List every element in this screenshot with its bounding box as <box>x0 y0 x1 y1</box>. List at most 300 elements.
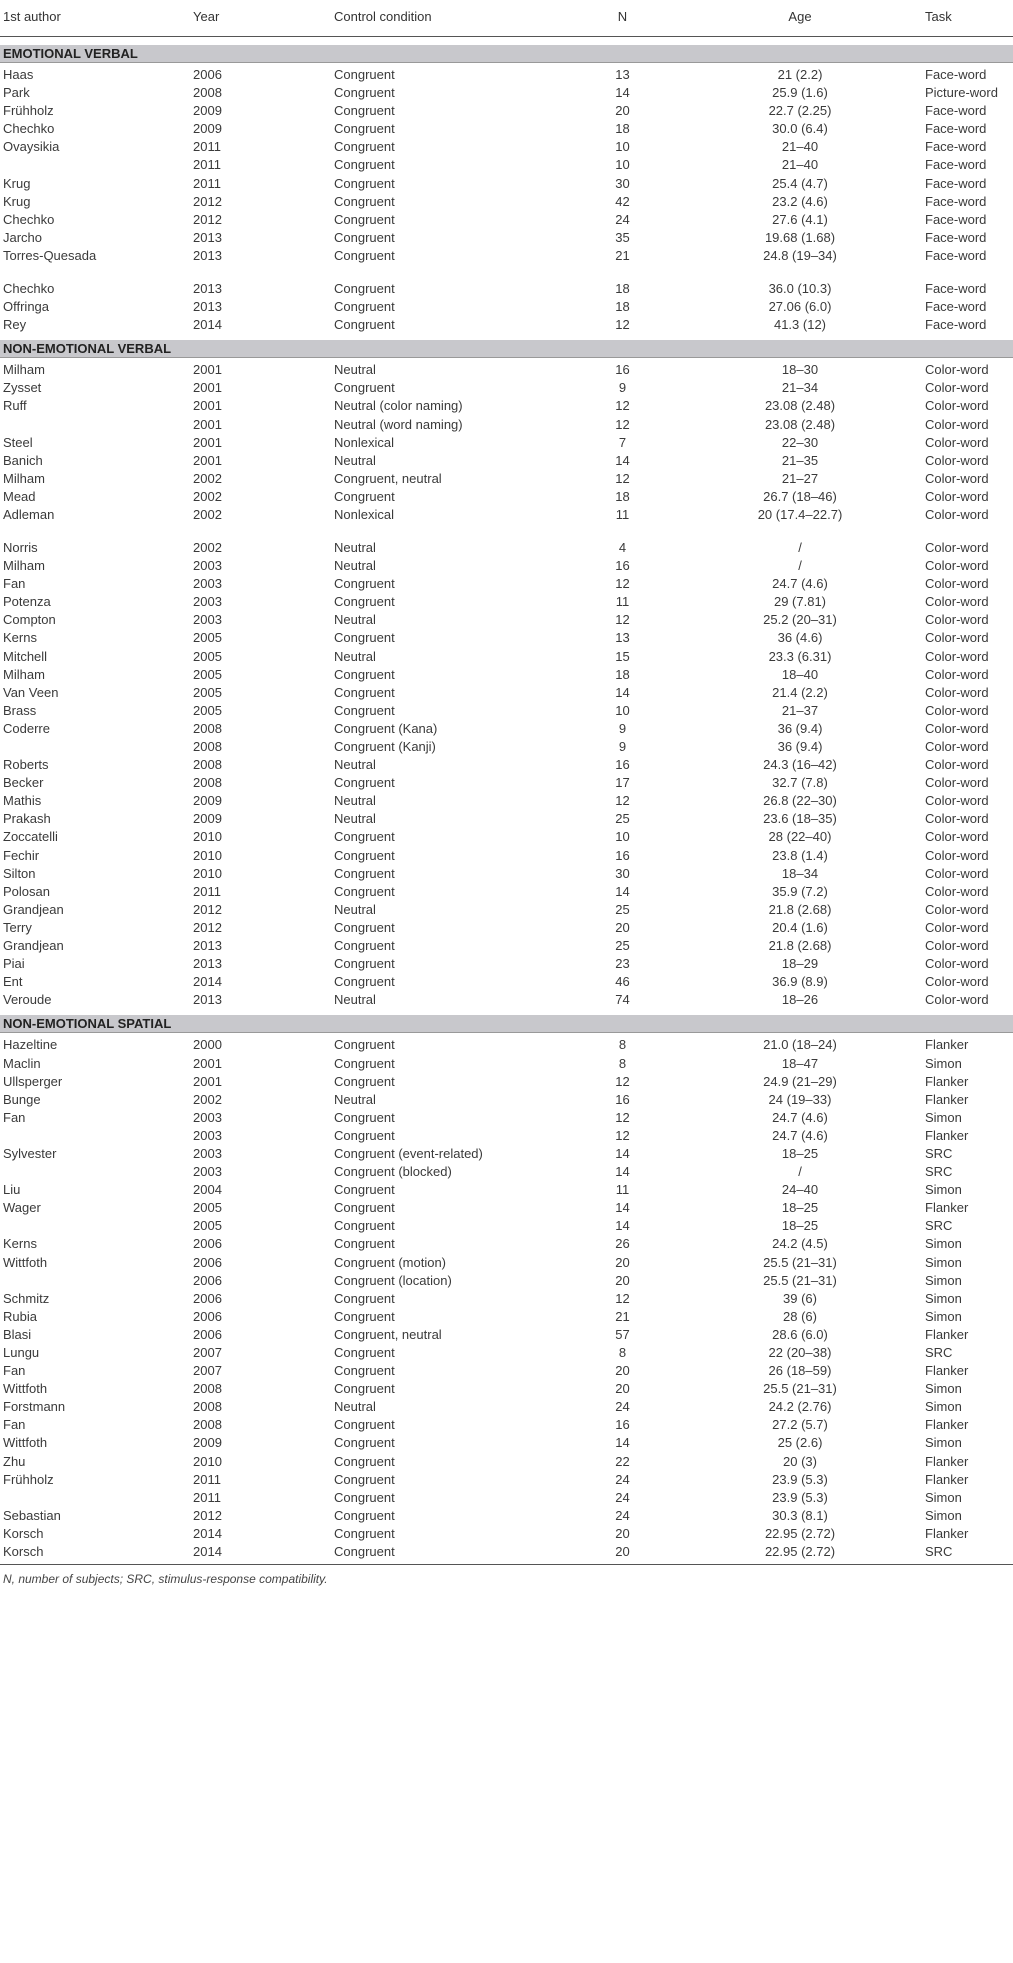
cell-author: Zhu <box>3 1453 26 1469</box>
table-row <box>0 99 1013 117</box>
cell-task: Color-word <box>925 539 989 555</box>
cell-year: 2013 <box>193 992 222 1008</box>
table-row <box>0 916 1013 934</box>
cell-condition: Neutral <box>334 757 376 773</box>
cell-n: 42 <box>615 193 630 209</box>
cell-author: Milham <box>3 362 45 378</box>
cell-task: Simon <box>925 1055 962 1071</box>
cell-author: Krug <box>3 175 31 191</box>
cell-task: Color-word <box>925 576 989 592</box>
cell-year: 2009 <box>193 1435 222 1451</box>
cell-author: Maclin <box>3 1055 41 1071</box>
cell-year: 2001 <box>193 452 222 468</box>
cell-author: Silton <box>3 865 36 881</box>
cell-task: SRC <box>925 1145 953 1161</box>
cell-task: Simon <box>925 1290 962 1306</box>
cell-author: Mitchell <box>3 648 48 664</box>
cell-task: Face-word <box>925 299 987 315</box>
cell-condition: Congruent <box>334 488 395 504</box>
cell-year: 2005 <box>193 702 222 718</box>
cell-author: Mead <box>3 488 36 504</box>
cell-condition: Congruent <box>334 956 395 972</box>
cell-year: 2006 <box>193 1290 222 1306</box>
cell-year: 2005 <box>193 1218 222 1234</box>
cell-year: 2011 <box>193 883 221 899</box>
cell-task: SRC <box>925 1218 953 1234</box>
table-row <box>0 1251 1013 1269</box>
table-row <box>0 1269 1013 1287</box>
cell-n: 18 <box>615 280 630 296</box>
cell-task: Color-word <box>925 739 989 754</box>
cell-condition: Congruent <box>334 280 395 296</box>
cell-condition: Congruent <box>334 883 395 899</box>
cell-task: Flanker <box>925 1453 969 1469</box>
cell-condition: Neutral <box>334 362 376 378</box>
cell-n: 16 <box>615 558 630 574</box>
cell-condition: Congruent <box>334 684 395 700</box>
section-title: EMOTIONAL VERBAL <box>3 46 138 61</box>
cell-task: SRC <box>925 1164 953 1180</box>
cell-age: 24.8 (19–34) <box>763 247 837 263</box>
table-row <box>0 1413 1013 1431</box>
cell-task: Simon <box>925 1489 962 1505</box>
cell-task: Color-word <box>925 974 989 990</box>
cell-age: 25.2 (20–31) <box>763 612 837 628</box>
cell-author: Jarcho <box>3 229 43 245</box>
cell-year: 2014 <box>193 1525 222 1541</box>
cell-year: 2006 <box>193 1254 222 1270</box>
cell-condition: Neutral <box>334 992 376 1008</box>
header-task: Task <box>925 9 952 24</box>
cell-author: Hazeltine <box>3 1037 58 1053</box>
cell-condition: Congruent <box>334 139 395 155</box>
cell-task: Simon <box>925 1236 962 1252</box>
cell-year: 2005 <box>193 666 222 682</box>
cell-age: 39 (6) <box>783 1290 817 1306</box>
cell-age: 26.7 (18–46) <box>763 488 837 504</box>
cell-age: 24–40 <box>781 1182 819 1198</box>
table-row <box>0 771 1013 789</box>
cell-condition: Congruent <box>334 1182 395 1198</box>
cell-age: 22.7 (2.25) <box>768 103 832 119</box>
cell-age: 18–40 <box>781 666 819 682</box>
cell-author: Sebastian <box>3 1507 61 1523</box>
cell-condition: Congruent <box>334 1507 395 1523</box>
cell-condition: Congruent (motion) <box>334 1254 446 1270</box>
cell-task: Color-word <box>925 793 989 809</box>
cell-task: Color-word <box>925 883 989 899</box>
cell-author: Polosan <box>3 883 50 899</box>
cell-author: Krug <box>3 193 31 209</box>
cell-condition: Congruent <box>334 1471 395 1487</box>
cell-condition: Neutral <box>334 612 376 628</box>
cell-condition: Congruent <box>334 666 395 682</box>
cell-age: 24.2 (2.76) <box>768 1399 832 1415</box>
cell-year: 2010 <box>193 829 222 845</box>
table-row <box>0 717 1013 735</box>
table-row <box>0 970 1013 988</box>
cell-author: Prakash <box>3 811 51 827</box>
cell-author: Compton <box>3 612 56 628</box>
cell-task: Color-word <box>925 380 989 396</box>
cell-author: Wittfoth <box>3 1254 48 1270</box>
cell-condition: Congruent <box>334 1290 395 1306</box>
table-row <box>0 825 1013 843</box>
cell-task: Face-word <box>925 139 987 155</box>
cell-condition: Congruent <box>334 974 395 990</box>
cell-condition: Congruent <box>334 829 395 845</box>
cell-age: 18–30 <box>781 362 819 378</box>
cell-age: 23.3 (6.31) <box>768 648 832 664</box>
header-condition: Control condition <box>334 9 432 24</box>
cell-year: 2001 <box>193 1073 222 1089</box>
cell-year: 2013 <box>193 247 222 263</box>
cell-year: 2007 <box>193 1363 222 1379</box>
cell-author: Brass <box>3 702 37 718</box>
cell-author: Kerns <box>3 630 37 646</box>
cell-author: Grandjean <box>3 901 64 917</box>
table-row <box>0 1052 1013 1070</box>
cell-author: Mathis <box>3 793 42 809</box>
cell-condition: Congruent <box>334 594 395 610</box>
cell-task: Face-word <box>925 247 987 263</box>
cell-author: Zoccatelli <box>3 829 58 845</box>
cell-task: Face-word <box>925 280 987 296</box>
table-row <box>0 1196 1013 1214</box>
table-row <box>0 208 1013 226</box>
cell-age: 18–25 <box>781 1200 819 1216</box>
cell-age: 21–27 <box>781 470 819 486</box>
cell-task: Simon <box>925 1435 962 1451</box>
cell-task: Face-word <box>925 175 987 191</box>
cell-condition: Congruent <box>334 775 395 791</box>
cell-n: 20 <box>615 919 630 935</box>
cell-task: Color-word <box>925 720 989 736</box>
cell-year: 2011 <box>193 1489 221 1505</box>
cell-age: 25.4 (4.7) <box>772 175 828 191</box>
cell-task: Face-word <box>925 193 987 209</box>
cell-year: 2008 <box>193 775 222 791</box>
cell-task: Color-word <box>925 558 989 574</box>
cell-n: 16 <box>615 362 630 378</box>
cell-year: 2014 <box>193 1544 222 1560</box>
cell-author: Norris <box>3 539 38 555</box>
cell-condition: Neutral <box>334 793 376 809</box>
cell-task: Flanker <box>925 1525 969 1541</box>
cell-author: Adleman <box>3 506 55 522</box>
table-row <box>0 1450 1013 1468</box>
cell-age: 21 (2.2) <box>777 67 823 82</box>
cell-age: 36 (4.6) <box>777 630 823 646</box>
cell-n: 12 <box>615 317 630 333</box>
cell-task: Face-word <box>925 229 987 245</box>
table-row <box>0 1504 1013 1522</box>
table-footnote: N, number of subjects; SRC, stimulus-response compatibility. <box>3 1572 328 1586</box>
cell-condition: Congruent <box>334 229 395 245</box>
cell-author: Blasi <box>3 1326 32 1342</box>
cell-age: 18–34 <box>781 865 819 881</box>
table-row <box>0 190 1013 208</box>
cell-condition: Congruent, neutral <box>334 1326 442 1342</box>
cell-condition: Congruent <box>334 157 395 173</box>
cell-n: 25 <box>615 938 630 954</box>
cell-condition: Nonlexical <box>334 434 394 450</box>
cell-year: 2008 <box>193 1381 222 1397</box>
cell-condition: Neutral <box>334 452 376 468</box>
table-row <box>0 467 1013 485</box>
cell-age: 18–29 <box>781 956 819 972</box>
cell-n: 12 <box>615 416 630 432</box>
cell-n: 21 <box>615 247 630 263</box>
cell-author: Bunge <box>3 1091 41 1107</box>
cell-year: 2003 <box>193 1127 222 1143</box>
table-row <box>0 880 1013 898</box>
cell-task: Color-word <box>925 488 989 504</box>
cell-task: Color-word <box>925 594 989 610</box>
cell-n: 11 <box>615 594 630 610</box>
table-row <box>0 1486 1013 1504</box>
cell-condition: Congruent <box>334 67 395 82</box>
cell-age: 27.2 (5.7) <box>772 1417 828 1433</box>
cell-task: Flanker <box>925 1363 969 1379</box>
cell-year: 2008 <box>193 739 222 754</box>
cell-year: 2010 <box>193 865 222 881</box>
cell-age: 21–40 <box>781 139 819 155</box>
table-row <box>0 1106 1013 1124</box>
cell-author: Chechko <box>3 121 55 137</box>
table-row <box>0 934 1013 952</box>
table-row <box>0 376 1013 394</box>
cell-year: 2011 <box>193 157 221 173</box>
cell-age: 25.5 (21–31) <box>763 1272 837 1288</box>
cell-age: 26.8 (22–30) <box>763 793 837 809</box>
cell-task: Flanker <box>925 1471 969 1487</box>
cell-year: 2013 <box>193 299 222 315</box>
cell-age: 30.0 (6.4) <box>772 121 828 137</box>
table-row <box>0 244 1013 277</box>
cell-year: 2003 <box>193 1109 222 1125</box>
cell-n: 20 <box>615 1254 630 1270</box>
cell-n: 13 <box>615 67 630 82</box>
cell-age: 24.3 (16–42) <box>763 757 837 773</box>
cell-condition: Congruent <box>334 1218 395 1234</box>
table-row <box>0 862 1013 880</box>
table-row <box>0 81 1013 99</box>
table-row <box>0 663 1013 681</box>
cell-year: 2009 <box>193 121 222 137</box>
table-row <box>0 681 1013 699</box>
cell-age: 23.9 (5.3) <box>772 1471 828 1487</box>
cell-age: 22 (20–38) <box>768 1345 832 1360</box>
cell-age: 21.0 (18–24) <box>763 1037 837 1053</box>
cell-n: 9 <box>618 380 627 396</box>
cell-condition: Congruent <box>334 919 395 935</box>
cell-author: Banich <box>3 452 43 468</box>
cell-author: Roberts <box>3 757 49 773</box>
cell-condition: Congruent <box>334 1037 395 1053</box>
cell-n: 30 <box>615 865 630 881</box>
cell-author: Potenza <box>3 594 51 610</box>
cell-year: 2009 <box>193 103 222 119</box>
cell-age: 28 (6) <box>783 1308 817 1324</box>
cell-task: Color-word <box>925 757 989 773</box>
cell-n: 14 <box>615 1435 630 1451</box>
cell-n: 18 <box>615 299 630 315</box>
cell-author: Fechir <box>3 847 40 863</box>
cell-condition: Congruent <box>334 1055 395 1071</box>
cell-condition: Congruent (Kana) <box>334 720 438 736</box>
cell-age: 21.4 (2.2) <box>772 684 828 700</box>
cell-task: Simon <box>925 1381 962 1397</box>
cell-condition: Neutral (word naming) <box>334 416 463 432</box>
cell-n: 57 <box>615 1326 630 1342</box>
cell-task: Color-word <box>925 775 989 791</box>
cell-author: Haas <box>3 67 34 82</box>
cell-year: 2006 <box>193 1236 222 1252</box>
cell-condition: Congruent <box>334 380 395 396</box>
cell-year: 2012 <box>193 919 222 935</box>
cell-author: Frühholz <box>3 1471 54 1487</box>
cell-year: 2002 <box>193 488 222 504</box>
table-row <box>0 1160 1013 1178</box>
table-row <box>0 1178 1013 1196</box>
cell-age: 24.2 (4.5) <box>772 1236 828 1252</box>
cell-condition: Congruent <box>334 1453 395 1469</box>
cell-n: 20 <box>615 1525 630 1541</box>
cell-author: Rubia <box>3 1308 37 1324</box>
cell-age: 25.9 (1.6) <box>772 85 828 101</box>
cell-age: 18–25 <box>781 1145 819 1161</box>
cell-year: 2006 <box>193 1272 222 1288</box>
cell-n: 10 <box>615 139 630 155</box>
cell-task: Face-word <box>925 121 987 137</box>
cell-n: 10 <box>615 702 630 718</box>
table-row <box>0 844 1013 862</box>
cell-task: Color-word <box>925 829 989 845</box>
cell-condition: Congruent <box>334 1127 395 1143</box>
header-age: Age <box>788 9 812 24</box>
cell-age: / <box>798 1164 802 1180</box>
table-row <box>0 699 1013 717</box>
cell-task: Color-word <box>925 648 989 664</box>
cell-author: Schmitz <box>3 1290 50 1306</box>
cell-n: 20 <box>615 1272 630 1288</box>
cell-author: Fan <box>3 1417 26 1433</box>
cell-year: 2010 <box>193 1453 222 1469</box>
cell-n: 14 <box>615 1200 630 1216</box>
table-row <box>0 1468 1013 1486</box>
cell-task: Simon <box>925 1399 962 1415</box>
cell-task: Color-word <box>925 666 989 682</box>
cell-condition: Congruent <box>334 576 395 592</box>
cell-condition: Neutral <box>334 1399 376 1415</box>
cell-condition: Congruent <box>334 1308 395 1324</box>
cell-condition: Neutral (color naming) <box>334 398 463 414</box>
cell-task: SRC <box>925 1544 953 1560</box>
cell-n: 46 <box>615 974 630 990</box>
cell-n: 18 <box>615 121 630 137</box>
cell-n: 26 <box>615 1236 630 1252</box>
cell-age: 28 (22–40) <box>768 829 832 845</box>
cell-age: 25 (2.6) <box>777 1435 823 1451</box>
cell-condition: Congruent <box>334 175 395 191</box>
cell-author: Grandjean <box>3 938 64 954</box>
cell-task: Picture-word <box>925 85 998 101</box>
cell-age: 18–47 <box>781 1055 819 1071</box>
cell-n: 10 <box>615 829 630 845</box>
cell-n: 21 <box>615 1308 630 1324</box>
cell-author: Offringa <box>3 299 50 315</box>
table-row <box>0 1323 1013 1341</box>
table-row <box>0 1287 1013 1305</box>
cell-condition: Congruent <box>334 1489 395 1505</box>
cell-task: Color-word <box>925 847 989 863</box>
cell-age: 20 (17.4–22.7) <box>757 506 843 522</box>
cell-year: 2001 <box>193 1055 222 1071</box>
cell-author: Lungu <box>3 1345 40 1360</box>
header-year: Year <box>193 9 220 24</box>
cell-n: 8 <box>618 1345 627 1360</box>
cell-age: 25.5 (21–31) <box>763 1381 837 1397</box>
cell-task: Color-word <box>925 452 989 468</box>
cell-year: 2013 <box>193 280 222 296</box>
cell-age: 26 (18–59) <box>768 1363 832 1379</box>
cell-n: 12 <box>615 470 630 486</box>
cell-task: Flanker <box>925 1037 969 1053</box>
cell-age: 24.7 (4.6) <box>772 1127 828 1143</box>
cell-year: 2003 <box>193 576 222 592</box>
cell-age: 36.9 (8.9) <box>772 974 828 990</box>
table-row <box>0 63 1013 81</box>
cell-task: Face-word <box>925 317 987 333</box>
cell-age: 22–30 <box>781 434 819 450</box>
table-row <box>0 735 1013 753</box>
cell-year: 2008 <box>193 720 222 736</box>
cell-condition: Neutral <box>334 1091 376 1107</box>
cell-condition: Congruent <box>334 193 395 209</box>
table-row <box>0 645 1013 663</box>
cell-task: Simon <box>925 1109 962 1125</box>
table-row <box>0 1540 1013 1558</box>
table-row <box>0 226 1013 244</box>
cell-year: 2002 <box>193 1091 222 1107</box>
cell-year: 2006 <box>193 1308 222 1324</box>
cell-age: 29 (7.81) <box>773 594 827 610</box>
cell-n: 23 <box>615 956 630 972</box>
table-row <box>0 413 1013 431</box>
cell-condition: Neutral <box>334 539 376 555</box>
cell-age: 27.06 (6.0) <box>768 299 832 315</box>
cell-year: 2003 <box>193 558 222 574</box>
cell-year: 2008 <box>193 1417 222 1433</box>
cell-n: 16 <box>615 1091 630 1107</box>
cell-n: 25 <box>615 901 630 917</box>
cell-author: Coderre <box>3 720 50 736</box>
cell-year: 2005 <box>193 684 222 700</box>
table-row <box>0 172 1013 190</box>
cell-task: Flanker <box>925 1073 969 1089</box>
cell-n: 11 <box>615 506 630 522</box>
cell-age: / <box>798 539 802 555</box>
cell-n: 24 <box>615 1489 630 1505</box>
cell-condition: Congruent <box>334 1525 395 1541</box>
cell-task: Color-word <box>925 470 989 486</box>
cell-author: Van Veen <box>3 684 59 700</box>
cell-year: 2001 <box>193 398 222 414</box>
table-row <box>0 590 1013 608</box>
cell-task: Flanker <box>925 1326 969 1342</box>
table-row <box>0 449 1013 467</box>
